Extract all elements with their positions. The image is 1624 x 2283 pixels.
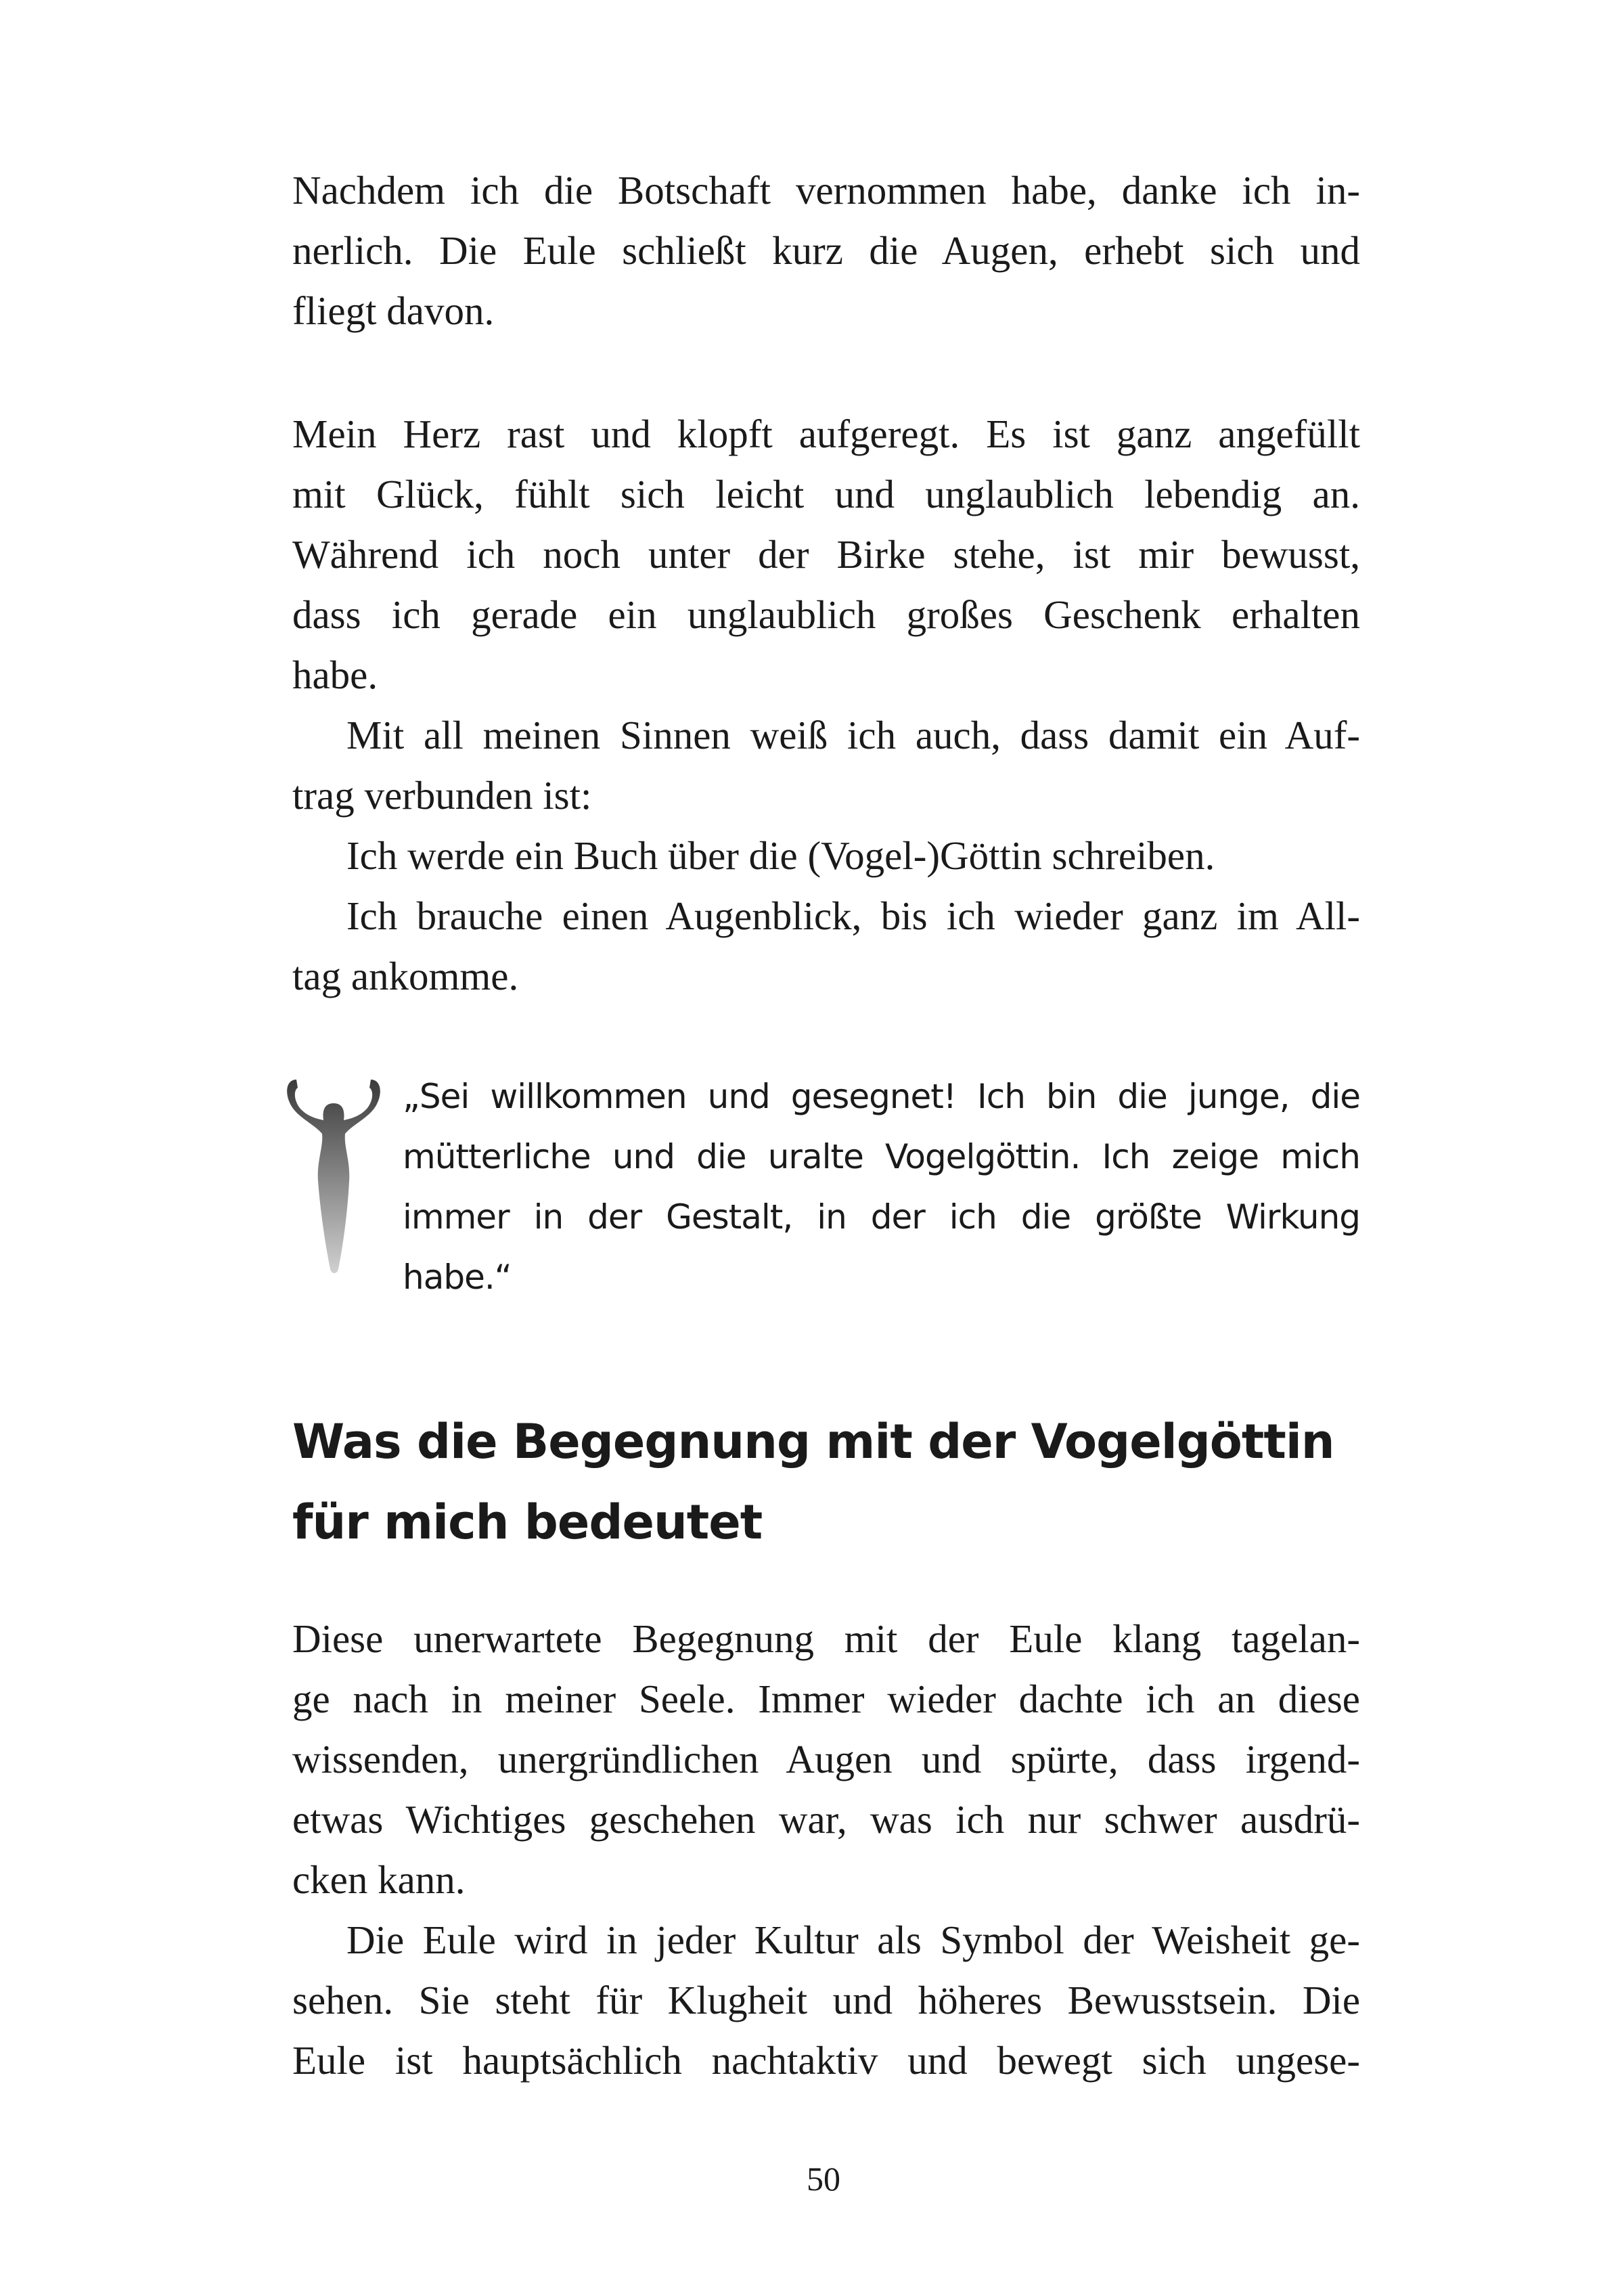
quote-line: „Sei willkommen und gesegnet! Ich bin die junge, die	[403, 1077, 1360, 1116]
text-line: Während ich noch unter der Birke stehe, ist mir bewusst,	[292, 532, 1360, 577]
text-line: Nachdem ich die Botschaft vernommen habe, danke ich in-	[292, 168, 1360, 213]
text-line: mit Glück, fühlt sich leicht und unglaublich lebendig an.	[292, 472, 1360, 516]
text-line: habe.	[292, 652, 378, 697]
text-line: Ich brauche einen Augenblick, bis ich wieder ganz im All-	[346, 893, 1360, 938]
text-line: Ich werde ein Buch über die (Vogel-)Göttin schreiben.	[346, 833, 1215, 878]
text-line: Mit all meinen Sinnen weiß ich auch, dass damit ein Auf-	[346, 713, 1360, 757]
text-line: Die Eule wird in jeder Kultur als Symbol der Weisheit ge-	[346, 1918, 1360, 1962]
text-line: Mein Herz rast und klopft aufgeregt. Es ist ganz angefüllt	[292, 412, 1360, 456]
section-heading: für mich bedeutet	[292, 1494, 763, 1550]
text-line: cken kann.	[292, 1857, 466, 1902]
text-line: Diese unerwartete Begegnung mit der Eule klang tagelan-	[292, 1616, 1360, 1661]
page-number: 50	[807, 2160, 840, 2198]
text-line: nerlich. Die Eule schließt kurz die Augen, erhebt sich und	[292, 228, 1360, 273]
quote-line: mütterliche und die uralte Vogelgöttin. Ich zeige mich	[403, 1137, 1360, 1176]
text-line: fliegt davon.	[292, 288, 495, 333]
text-line: trag verbunden ist:	[292, 773, 592, 818]
quote-line: habe.“	[403, 1258, 512, 1297]
quote-line: immer in der Gestalt, in der ich die größte Wirkung	[403, 1197, 1360, 1237]
text-line: Eule ist hauptsächlich nachtaktiv und bewegt sich ungese-	[292, 2038, 1360, 2083]
text-line: ge nach in meiner Seele. Immer wieder dachte ich an diese	[292, 1677, 1360, 1721]
text-line: wissenden, unergründlichen Augen und spürte, dass irgend-	[292, 1737, 1360, 1781]
text-line: dass ich gerade ein unglaublich großes Geschenk erhalten	[292, 592, 1360, 637]
goddess-figure-icon	[283, 1073, 384, 1276]
text-line: sehen. Sie steht für Klugheit und höheres Bewusstsein. Die	[292, 1978, 1360, 2022]
section-heading: Was die Begegnung mit der Vogelgöttin	[292, 1414, 1334, 1469]
text-line: etwas Wichtiges geschehen war, was ich nur schwer ausdrü-	[292, 1797, 1360, 1842]
text-line: tag ankomme.	[292, 954, 519, 998]
